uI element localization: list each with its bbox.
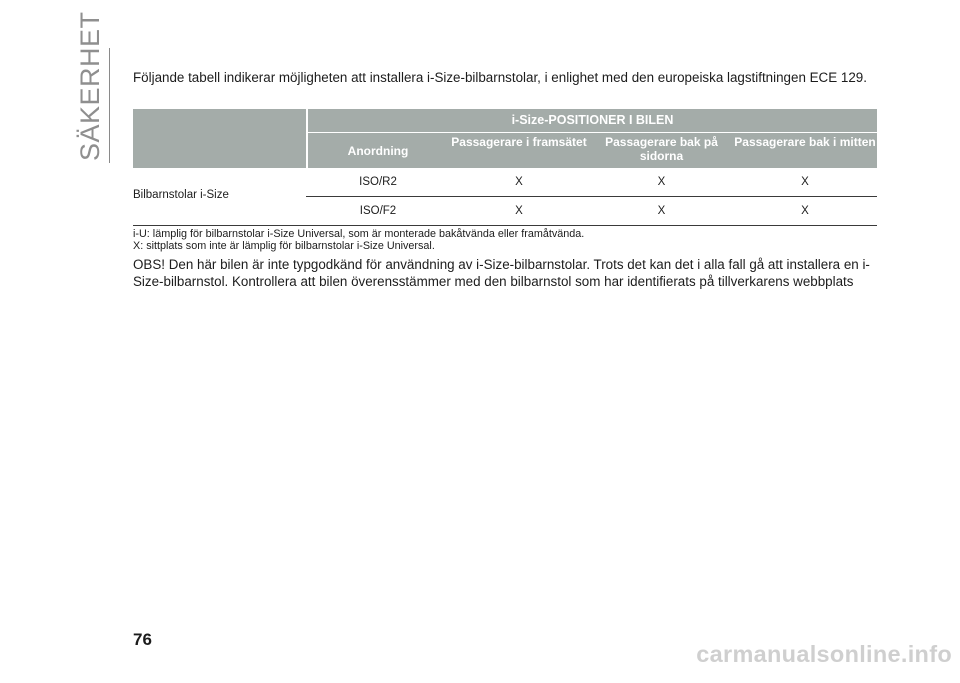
table-header [133, 109, 877, 168]
table-row [306, 197, 877, 226]
table-row [306, 168, 877, 197]
column-header-device: Anordning [347, 144, 409, 158]
obs-note: OBS! Den här bilen är inte typgodkänd för användning av i-Size-bilbarnstolar. Trots det kan det i alla fall gå att installera en i-Size-bilbarnstol. Kontrollera att bilen överensstämmer med den bilbarnstol som har identifierats på tillverkarens webbplats [133, 257, 870, 289]
table-cell-rear-outer: X [657, 205, 666, 217]
footnote-x: X: sittplats som inte är lämplig för bilbarnstolar i-Size Universal. [133, 239, 435, 252]
intro-paragraph: Följande tabell indikerar möjligheten att installera i-Size-bilbarnstolar, i enlighet med den europeiska lagstiftningen ECE 129. [133, 70, 867, 85]
table-cell-rear-center: X [801, 176, 809, 188]
section-divider [109, 48, 110, 163]
column-header-rear-outer: Passagerare bak på sidorna [605, 135, 718, 163]
table-cell-front: X [515, 205, 523, 217]
table-cell-rear-outer: X [657, 176, 666, 188]
table-cell-device: ISO/F2 [359, 205, 397, 217]
isize-table [133, 109, 877, 226]
header-rule [308, 132, 877, 133]
section-title: SÄKERHET [75, 11, 105, 161]
column-header-front-passenger: Passagerare i framsätet [451, 135, 587, 149]
section-tab [72, 11, 112, 163]
group-header: i-Size-POSITIONER I BILEN [511, 113, 674, 127]
column-header-rear-center: Passagerare bak i mitten [734, 135, 876, 149]
table-footnotes [133, 229, 893, 252]
footnote-iu: i-U: lämplig för bilbarnstolar i-Size Universal, som är monterade bakåtvända eller framåtvända. [133, 228, 585, 240]
table-cell-device: ISO/R2 [359, 176, 397, 188]
table-body [133, 168, 877, 226]
page-number: 76 [133, 630, 152, 649]
table-cell-rear-center: X [801, 205, 809, 217]
table-cell-front: X [515, 176, 523, 188]
watermark: carmanualsonline.info [696, 641, 952, 667]
row-group-label: Bilbarnstolar i-Size [133, 189, 229, 201]
